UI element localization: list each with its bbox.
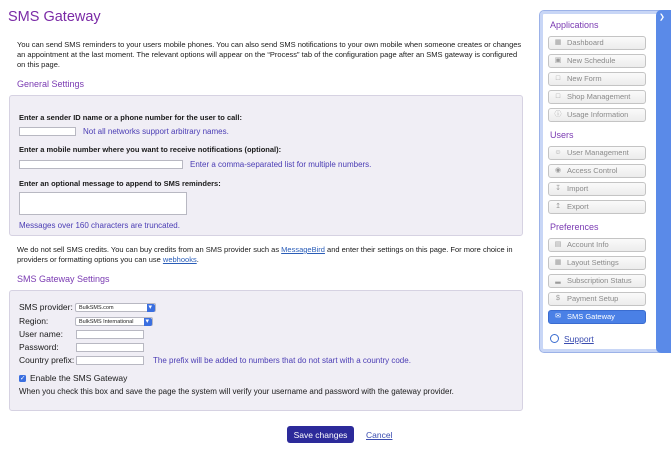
username-input[interactable] bbox=[76, 330, 144, 339]
sidebar-item-new-form[interactable] bbox=[548, 72, 646, 86]
sidebar-item-account-info[interactable] bbox=[548, 238, 646, 252]
region-value: BulkSMS International bbox=[79, 319, 134, 325]
chevron-right-icon[interactable] bbox=[656, 12, 670, 26]
sms-message-textarea[interactable] bbox=[19, 192, 187, 215]
sidebar-item-label: Dashboard bbox=[567, 38, 604, 47]
region-select[interactable] bbox=[75, 317, 153, 326]
sender-hint: Not all networks support arbitrary names. bbox=[83, 127, 229, 136]
sender-id-input[interactable] bbox=[19, 127, 76, 136]
sidebar-item-usage-information[interactable] bbox=[548, 108, 646, 122]
page-title: SMS Gateway bbox=[8, 9, 101, 25]
general-settings-heading: General Settings bbox=[17, 79, 85, 89]
sidebar-item-label: SMS Gateway bbox=[567, 312, 615, 321]
payment-icon: $ bbox=[556, 295, 560, 302]
provider-label: SMS provider: bbox=[19, 302, 73, 312]
sidebar-item-import[interactable] bbox=[548, 182, 646, 196]
gateway-settings-heading: SMS Gateway Settings bbox=[17, 274, 110, 284]
sidebar-item-label: Subscription Status bbox=[567, 276, 632, 285]
sidebar-item-sms-gateway[interactable] bbox=[548, 310, 646, 324]
credits-text bbox=[17, 245, 525, 265]
sidebar-collapse-strip[interactable] bbox=[656, 10, 671, 353]
message-hint: Messages over 160 characters are truncated. bbox=[19, 221, 180, 230]
sidebar-item-shop-management[interactable] bbox=[548, 90, 646, 104]
general-settings-panel bbox=[9, 95, 523, 236]
provider-select[interactable] bbox=[75, 303, 156, 312]
sidebar-item-label: Account Info bbox=[567, 240, 609, 249]
password-label: Password: bbox=[19, 342, 59, 352]
mobile-label: Enter a mobile number where you want to receive notifications (optional): bbox=[19, 145, 282, 154]
sidebar-item-new-schedule[interactable] bbox=[548, 54, 646, 68]
cancel-link[interactable]: Cancel bbox=[366, 430, 393, 440]
form-icon: □ bbox=[555, 75, 561, 82]
credits-text-2: and enter their settings on this page. For more choice in providers or formatting options you can use bbox=[17, 245, 513, 264]
sidebar-heading-users: Users bbox=[550, 130, 574, 140]
info-icon: ⓘ bbox=[554, 111, 562, 118]
prefix-hint: The prefix will be added to numbers that do not start with a country code. bbox=[153, 356, 411, 365]
message-label: Enter an optional message to append to SMS reminders: bbox=[19, 179, 221, 188]
gateway-settings-panel bbox=[9, 290, 523, 411]
sidebar-item-label: New Schedule bbox=[567, 56, 616, 65]
sidebar-item-access-control[interactable] bbox=[548, 164, 646, 178]
username-label: User name: bbox=[19, 329, 63, 339]
webhooks-link[interactable]: webhooks bbox=[162, 255, 197, 264]
save-button[interactable]: Save changes bbox=[287, 426, 354, 443]
enable-note: When you check this box and save the page the system will verify your username and password with the gateway provider. bbox=[19, 387, 454, 396]
sidebar-item-export[interactable] bbox=[548, 200, 646, 214]
support-link[interactable] bbox=[550, 334, 594, 344]
password-input[interactable] bbox=[76, 343, 144, 352]
chevron-down-icon bbox=[147, 304, 155, 312]
messagebird-link[interactable]: MessageBird bbox=[281, 245, 325, 254]
import-icon: ↧ bbox=[555, 185, 561, 192]
export-icon: ↥ bbox=[555, 203, 561, 210]
sidebar-item-label: New Form bbox=[567, 74, 602, 83]
sidebar-item-dashboard[interactable] bbox=[548, 36, 646, 50]
provider-value: BulkSMS.com bbox=[79, 305, 114, 311]
mobile-hint: Enter a comma-separated list for multiple numbers. bbox=[190, 160, 372, 169]
sidebar-heading-preferences: Preferences bbox=[550, 222, 599, 232]
sender-label: Enter a sender ID name or a phone number for the user to call: bbox=[19, 113, 242, 122]
sidebar bbox=[539, 10, 671, 353]
sidebar-item-payment-setup[interactable] bbox=[548, 292, 646, 306]
signal-icon: ▂ bbox=[555, 277, 561, 284]
region-label: Region: bbox=[19, 316, 49, 326]
user-icon: ☺ bbox=[554, 149, 562, 156]
sidebar-item-subscription-status[interactable] bbox=[548, 274, 646, 288]
mobile-number-input[interactable] bbox=[19, 160, 183, 169]
dashboard-icon: ▦ bbox=[554, 39, 562, 46]
chevron-down-icon bbox=[144, 318, 152, 326]
credits-text-1: We do not sell SMS credits. You can buy credits from an SMS provider such as bbox=[17, 245, 282, 254]
country-prefix-input[interactable] bbox=[76, 356, 144, 365]
enable-gateway-checkbox[interactable] bbox=[19, 375, 26, 382]
sidebar-item-label: Export bbox=[567, 202, 589, 211]
credits-text-3: . bbox=[196, 255, 199, 264]
sidebar-item-label: Import bbox=[567, 184, 589, 193]
cart-icon: □ bbox=[555, 93, 561, 100]
account-icon: ▤ bbox=[554, 241, 562, 248]
sidebar-item-layout-settings[interactable] bbox=[548, 256, 646, 270]
sidebar-item-label: User Management bbox=[567, 148, 629, 157]
sms-icon: ✉ bbox=[555, 313, 561, 320]
intro-text: You can send SMS reminders to your users mobile phones. You can also send SMS notifications to your own mobile when someone creates or changes an appointment at the last moment. The relevant options will appear on the “Process” tab of the configuration page after an SMS gateway is configured on this page. bbox=[17, 40, 522, 69]
sidebar-item-label: Usage Information bbox=[567, 110, 629, 119]
lock-icon: ◉ bbox=[554, 167, 562, 174]
enable-gateway-label[interactable]: Enable the SMS Gateway bbox=[30, 373, 128, 383]
calendar-icon: ▣ bbox=[554, 57, 562, 64]
sidebar-item-label: Layout Settings bbox=[567, 258, 619, 267]
sidebar-heading-applications: Applications bbox=[550, 20, 599, 30]
sidebar-item-label: Shop Management bbox=[567, 92, 631, 101]
sidebar-item-label: Access Control bbox=[567, 166, 618, 175]
support-label: Support bbox=[564, 334, 594, 344]
prefix-label: Country prefix: bbox=[19, 355, 75, 365]
layout-icon: ▦ bbox=[554, 259, 562, 266]
sidebar-item-user-management[interactable] bbox=[548, 146, 646, 160]
sidebar-item-label: Payment Setup bbox=[567, 294, 619, 303]
lifebuoy-icon bbox=[550, 334, 559, 343]
